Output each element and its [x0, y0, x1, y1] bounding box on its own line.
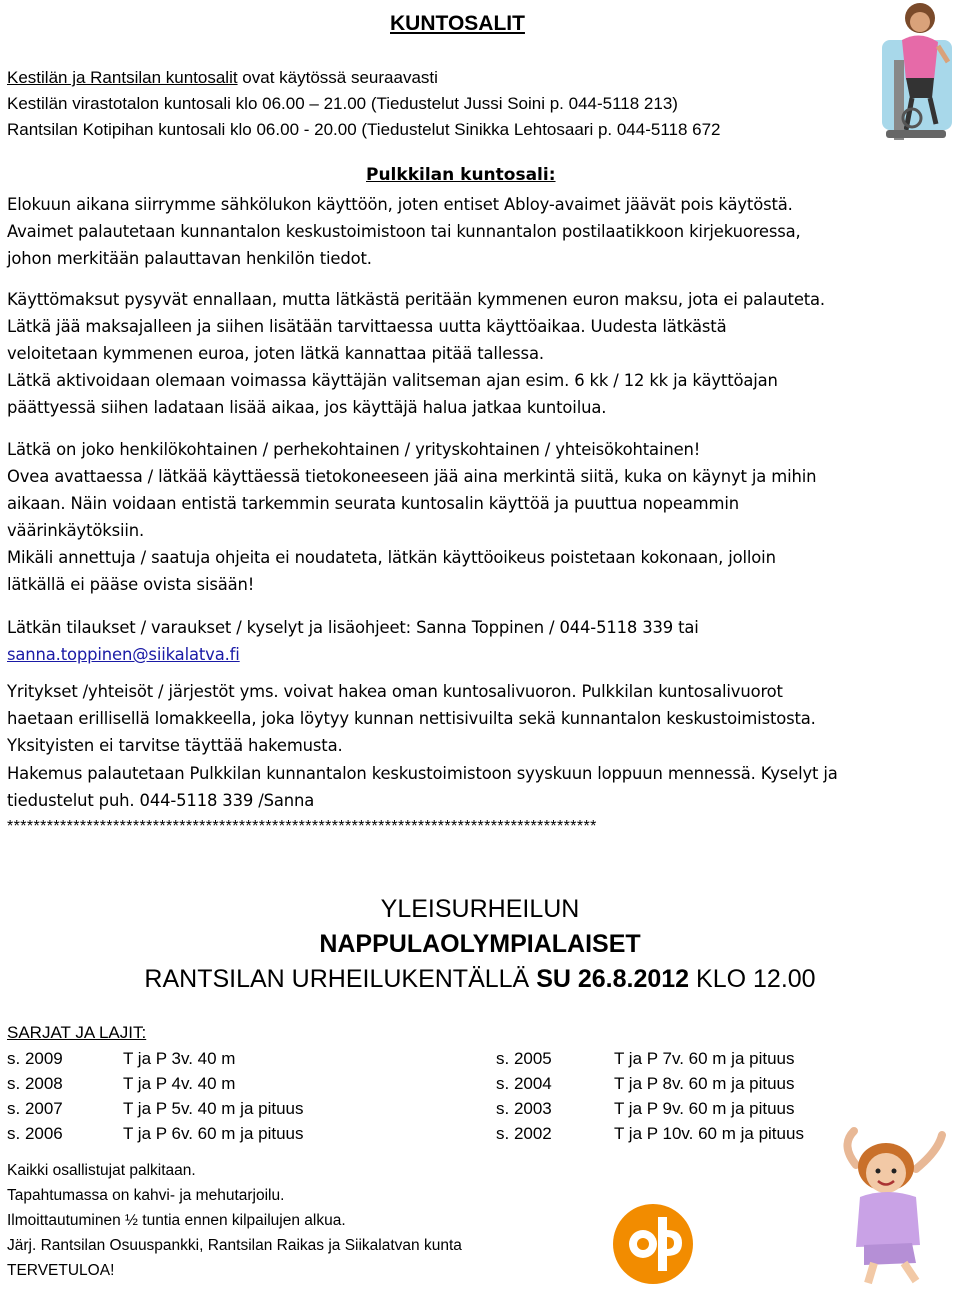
text-line: Käyttömaksut pysyvät ennallaan, mutta lätkästä peritään kymmenen euron maksu, jota ei palauteta.	[7, 290, 825, 309]
text-line: Avaimet palautetaan kunnantalon keskustoimistoon tai kunnantalon postilaatikkoon kirjekuoressa,	[7, 222, 801, 241]
series-event: T ja P 7v. 60 m ja pituus	[614, 1049, 795, 1068]
athletics-heading-3	[0, 965, 960, 994]
series-year: s. 2003	[496, 1099, 552, 1118]
athletics-heading-2: NAPPULAOLYMPIALAISET	[319, 930, 641, 958]
text-line: päättyessä siihen ladataan lisää aikaa, jos käyttäjä halua jatkaa kuntoilua.	[7, 398, 607, 417]
event-date: SU 26.8.2012	[536, 965, 690, 993]
text-line: Yksityisten ei tarvitse täyttää hakemusta.	[7, 736, 343, 755]
series-event: T ja P 5v. 40 m ja pituus	[123, 1099, 304, 1118]
text-line: Lätkä on joko henkilökohtainen / perhekohtainen / yrityskohtainen / yhteisökohtainen!	[7, 440, 701, 459]
footer-line: Järj. Rantsilan Osuuspankki, Rantsilan Raikas ja Siikalatvan kunta	[7, 1237, 462, 1254]
series-event: T ja P 3v. 40 m	[123, 1049, 236, 1068]
contact-line: Lätkän tilaukset / varaukset / kyselyt ja lisäohjeet: Sanna Toppinen / 044-5118 339 tai	[7, 618, 699, 637]
series-event: T ja P 6v. 60 m ja pituus	[123, 1124, 304, 1143]
op-bank-logo	[612, 1203, 694, 1285]
text-line: Lätkä jää maksajalleen ja siihen lisätään tarvittaessa uutta käyttöaikaa. Uudesta lätkästä	[7, 317, 727, 336]
series-year: s. 2008	[7, 1074, 63, 1093]
star-divider: *****************************************************************************************	[7, 818, 597, 835]
series-year: s. 2005	[496, 1049, 552, 1068]
series-event: T ja P 4v. 40 m	[123, 1074, 236, 1093]
text-line: lätkällä ei pääse ovista sisään!	[7, 575, 255, 594]
rantsila-gym-hours: Rantsilan Kotipihan kuntosali klo 06.00 - 20.00 (Tiedustelut Sinikka Lehtosaari p. 044-5118 672	[7, 120, 721, 139]
text-line: Mikäli annettuja / saatuja ohjeita ei noudateta, lätkän käyttöoikeus poistetaan kokonaan, jolloin	[7, 548, 776, 567]
footer-line: Kaikki osallistujat palkitaan.	[7, 1162, 196, 1179]
footer-line: TERVETULOA!	[7, 1262, 115, 1279]
text-line: Yritykset /yhteisöt / järjestöt yms. voivat hakea oman kuntosalivuoron. Pulkkilan kuntosalivuorot	[7, 682, 783, 701]
text-line: haetaan erillisellä lomakkeella, joka löytyy kunnan nettisivuilta sekä kunnantalon keskustoimistosta.	[7, 709, 816, 728]
intro-rest: ovat käytössä seuraavasti	[237, 68, 438, 87]
page-title: KUNTOSALIT	[390, 12, 525, 35]
series-year: s. 2006	[7, 1124, 63, 1143]
intro-line	[7, 68, 438, 88]
kestila-gym-hours: Kestilän virastotalon kuntosali klo 06.00 – 21.00 (Tiedustelut Jussi Soini p. 044-5118 213)	[7, 94, 678, 113]
text-line: väärinkäytöksiin.	[7, 521, 145, 540]
series-event: T ja P 9v. 60 m ja pituus	[614, 1099, 795, 1118]
text-line: veloitetaan kymmenen euroa, joten lätkä kannattaa pitää tallessa.	[7, 344, 544, 363]
pulkkila-subtitle: Pulkkilan kuntosali:	[366, 165, 556, 185]
text-line: johon merkitään palauttavan henkilön tiedot.	[7, 249, 372, 268]
series-event: T ja P 8v. 60 m ja pituus	[614, 1074, 795, 1093]
series-event: T ja P 10v. 60 m ja pituus	[614, 1124, 804, 1143]
venue: RANTSILAN URHEILUKENTÄLLÄ	[144, 965, 537, 993]
exercise-bike-clipart	[872, 0, 954, 148]
contact-email-row	[7, 645, 240, 664]
text-line: tiedustelut puh. 044-5118 339 /Sanna	[7, 791, 315, 810]
series-year: s. 2007	[7, 1099, 63, 1118]
footer-line: Ilmoittautuminen ½ tuntia ennen kilpailujen alkua.	[7, 1212, 346, 1229]
series-year: s. 2004	[496, 1074, 552, 1093]
intro-underlined: Kestilän ja Rantsilan kuntosalit	[7, 68, 238, 87]
series-year: s. 2009	[7, 1049, 63, 1068]
text-line: Elokuun aikana siirrymme sähkölukon käyttöön, joten entiset Abloy-avaimet jäävät pois käytöstä.	[7, 195, 793, 214]
athletics-heading-1: YLEISURHEILUN	[380, 895, 580, 923]
text-line: aikaan. Näin voidaan entistä tarkemmin seurata kuntosalin käyttöä ja puuttua nopeammin	[7, 494, 739, 513]
footer-line: Tapahtumassa on kahvi- ja mehutarjoilu.	[7, 1187, 285, 1204]
text-line: Ovea avattaessa / lätkää käyttäessä tietokoneeseen jää aina merkintä siitä, kuka on käynyt ja mihin	[7, 467, 817, 486]
series-title: SARJAT JA LAJIT:	[7, 1023, 147, 1042]
text-line: Lätkä aktivoidaan olemaan voimassa käyttäjän valitseman ajan esim. 6 kk / 12 kk ja käyttöajan	[7, 371, 778, 390]
event-time: KLO 12.00	[689, 965, 816, 993]
jumping-child-clipart	[820, 1125, 956, 1285]
text-line: Hakemus palautetaan Pulkkilan kunnantalon keskustoimistoon syyskuun loppuun mennessä. Kyselyt ja	[7, 764, 838, 783]
contact-email-link[interactable]: sanna.toppinen@siikalatva.fi	[7, 645, 240, 664]
series-year: s. 2002	[496, 1124, 552, 1143]
